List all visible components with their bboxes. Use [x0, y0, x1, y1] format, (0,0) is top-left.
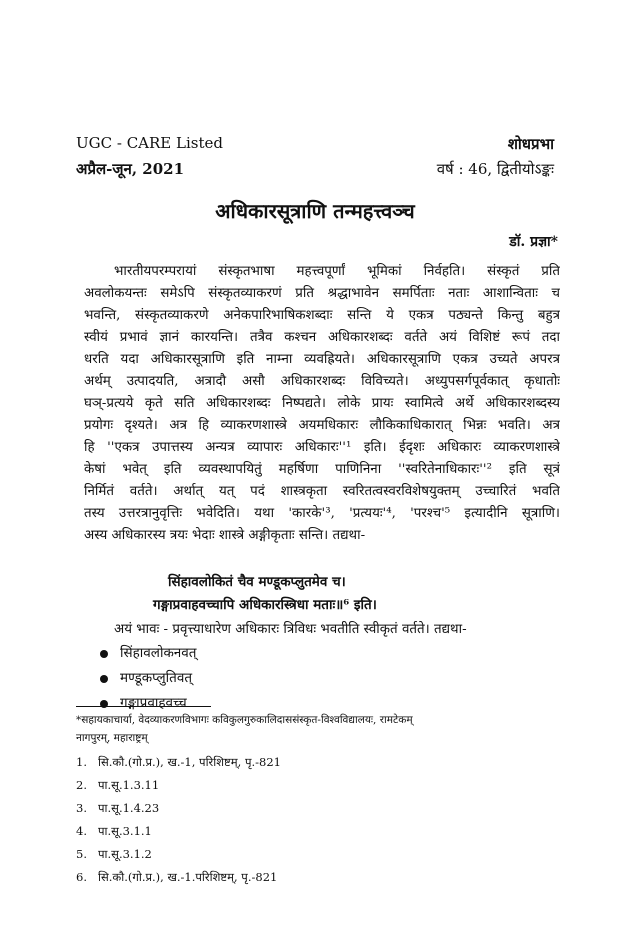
journal-listing: UGC - CARE Listed [76, 134, 223, 152]
list-item: मण्डूकप्लुतिवत् [100, 666, 197, 691]
list-item: गङ्गाप्रवाहवच्च [100, 691, 197, 716]
volume-issue: वर्ष : 46, द्वितीयोऽङ्कः [436, 160, 554, 178]
body-line: धरति यदा अधिकारसूत्राणि इति नाम्ना व्यवह्रियते। अधिकारसूत्राणि एकत्र उच्यते अपरत्र [84, 352, 560, 367]
adhikara-types-list [100, 641, 197, 716]
footnote-item: 1. सि.कौ.(गो.प्र.), ख.-1, परिशिष्टम्, पृ.-821 [76, 755, 281, 769]
article-author: डॉ. प्रज्ञा* [509, 234, 558, 250]
journal-name: शोधप्रभा [507, 135, 554, 153]
body-line: तस्य उत्तरत्रानुवृत्तिः भवेदिति। यथा 'कारके'³, 'प्रत्ययः'⁴, 'परश्च'⁵ इत्यादीनि सूत्राणि। [84, 506, 560, 521]
body-line: प्रयोगः दृश्यते। अत्र हि व्याकरणशास्त्रे अयमधिकारः लौकिकाधिकारात् भिन्नः भवति। अत्र [84, 418, 560, 433]
body-line: घञ्-प्रत्यये कृते सति अधिकारशब्दः निष्पद्यते। लोके प्रायः स्वामित्वे अर्थे अधिकारशब्दस्य [84, 396, 560, 411]
body-line: निर्मितं वर्तते। अर्थात् यत् पदं शास्त्रकृता स्वरितत्वस्वरविशेषयुक्तम् उच्चारितं भवति [84, 484, 560, 499]
body-line: अवलोकयन्तः समेऽपि संस्कृतव्याकरणं प्रति श्रद्धाभावेन समर्पिताः नताः आशान्विताः च [84, 286, 560, 301]
verse-line-2: गङ्गाप्रवाहवच्चापि अधिकारस्त्रिधा मताः॥⁶ इति। [153, 597, 377, 613]
body-line: स्वीयं प्रभावं ज्ञानं कारयन्ति। तत्रैव कश्चन अधिकारशब्दः वर्तते अयं विशिष्टं रूपं तदा [84, 330, 560, 345]
footnote-item: 2. पा.सू.1.3.11 [76, 778, 160, 792]
footnotes [76, 711, 566, 889]
list-item: सिंहावलोकनवत् [100, 641, 197, 666]
footnote-item: 6. सि.कौ.(गो.प्र.), ख.-1.परिशिष्टम्, पृ.-821 [76, 870, 278, 884]
bullet-icon [100, 650, 108, 658]
explanation-line: अयं भावः - प्रवृत्त्याधारेण अधिकारः त्रिविधः भवतीति स्वीकृतं वर्तते। तद्यथा- [114, 622, 467, 637]
article-title: अधिकारसूत्राणि तन्महत्त्वञ्च [215, 199, 415, 223]
body-line: भारतीयपरम्परायां संस्कृतभाषा महत्त्वपूर्णां भूमिकां निर्वहति। संस्कृतं प्रति [114, 264, 560, 279]
body-line: अर्थम् उत्पादयति, अत्रादौ असौ अधिकारशब्दः विविच्यते। अध्युपसर्गपूर्वकात् कृधातोः [84, 374, 560, 389]
body-line: भवन्ति, संस्कृतव्याकरणे अनेकपारिभाषिकशब्दाः सन्ति ये एकत्र पठ्यन्ते किन्तु बहुत्र [84, 308, 560, 323]
footnote-item: 5. पा.सू.3.1.2 [76, 847, 152, 861]
author-affiliation: *सहायकाचार्या, वेदव्याकरणविभागः कविकुलगुरुकालिदाससंस्कृत-विश्वविद्यालयः, रामटेकम् [76, 714, 413, 726]
issue-date: अप्रैल-जून, 2021 [76, 160, 185, 178]
author-affiliation-cont: नागपुरम्, महाराष्ट्रम् [76, 732, 148, 744]
body-line: केषां भवेत् इति व्यवस्थापयितुं महर्षिणा पाणिनिना ''स्वरितेनाधिकारः''² इति सूत्रं [84, 462, 560, 477]
body-line: अस्य अधिकारस्य त्रयः भेदाः शास्त्रे अङ्गीकृताः सन्ति। तद्यथा- [84, 528, 366, 543]
verse-line-1: सिंहावलोकितं चैव मण्डूकप्लुतमेव च। [168, 574, 346, 590]
footnote-item: 4. पा.सू.3.1.1 [76, 824, 152, 838]
body-paragraph [84, 261, 560, 547]
footnote-item: 3. पा.सू.1.4.23 [76, 801, 160, 815]
footnote-divider [76, 706, 211, 707]
body-line: हि ''एकत्र उपात्तस्य अन्यत्र व्यापारः अधिकारः''¹ इति। ईदृशः अधिकारः व्याकरणशास्त्रे [84, 440, 560, 455]
bullet-icon [100, 675, 108, 683]
